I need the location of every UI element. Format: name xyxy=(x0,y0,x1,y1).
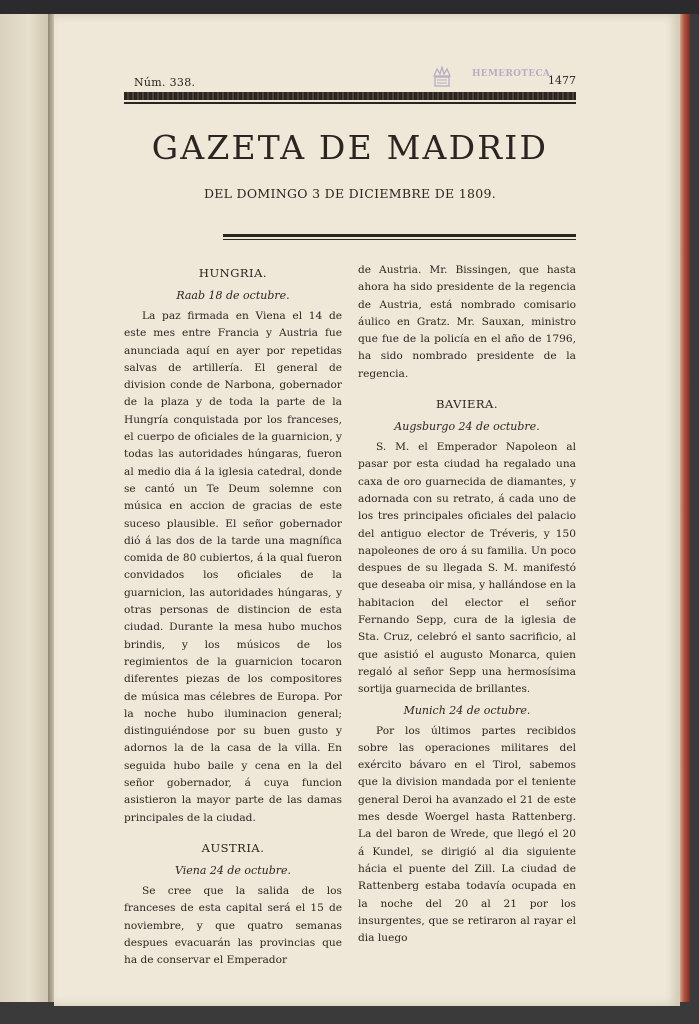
dateline-augsburgo: Augsburgo 24 de octubre. xyxy=(394,420,540,434)
left-facing-page xyxy=(0,14,49,1002)
dateline-raab: Raab 18 de octubre. xyxy=(176,289,290,302)
page-number: 1477 xyxy=(548,74,576,87)
issue-number: Núm. 338. xyxy=(134,76,196,89)
article-austria-continued: de Austria. Mr. Bissingen, que hasta ahora ha sido presidente de la regencia de Austria, está nombrado comisario áulico en Gratz. Mr. Sauxan, ministro que fue de la policía en el año de 1796, ha sido nombrado presidente de la regencia. xyxy=(358,264,576,380)
issue-date: DEL DOMINGO 3 DE DICIEMBRE DE 1809. xyxy=(203,186,497,201)
section-heading-baviera: BAVIERA. xyxy=(435,397,499,412)
page-edge-binding xyxy=(680,14,690,1006)
crown-icon xyxy=(432,66,452,88)
section-heading-austria: AUSTRIA. xyxy=(201,840,265,855)
header-rule-thick xyxy=(124,92,576,100)
article-munich: Por los últimos partes recibidos sobre las operaciones militares del exército bávaro en el Tirol, sabemos que la division mandada por el teniente general Deroi ha avanzado el 21 de este mes desde Woergel hasta Rattenberg. La del baron de Wrede, que llegó el 20 á Kundel, se dirigió al dia siguiente hácia el puente del Zill. La ciudad de Rattenberg estaba todavía ocupada en la noche del 20 al 21 por los insurgentes, que se retiraron al rayar el dia luego xyxy=(358,724,576,945)
article-austria: Se cree que la salida de los franceses de esta capital será el 15 de noviembre, y que quatro semanas despues evacuarán las provincias que ha de conservar el Emperador xyxy=(124,884,342,967)
viewer-top-bar xyxy=(0,0,699,14)
article-augsburgo: S. M. el Emperador Napoleon al pasar por esta ciudad ha regalado una caxa de oro guarnecida de diamantes, y adornada con su retrato, á cada uno de los tres principales oficiales del palacio del antiguo elector de Tréveris, y 150 napoleones de oro á su familia. Un poco despues de su llegada S. M. manifestó que deseaba oir misa, y hallándose en la habitacion del elector el señor Fernando Sepp, cura de la iglesia de Sta. Cruz, celebró el santo sacrificio, al que asistió el augusto Monarca, quien regaló al señor Sepp una hermosísima sortija guarnecida de brillantes. xyxy=(358,441,576,696)
header-rule-thin xyxy=(124,102,576,104)
dateline-viena: Viena 24 de octubre. xyxy=(174,863,292,877)
left-column xyxy=(124,262,342,969)
article-hungria: La paz firmada en Viena el 14 de este mes entre Francia y Austria fue anunciada aquí en ayer por repetidas salvas de artillería. El general de division conde de Narbona, gobernador de la plaza y de toda la parte de la Hungría conquistada por los franceses, el cuerpo de oficiales de la guarnicion, y todas las autoridades húngaras, fueron al medio dia á la iglesia catedral, donde se cantó un Te Deum solemne con música en accion de gracias de este suceso plausible. El señor gobernador dió á las dos de la tarde una magnífica comida de 80 cubiertos, á la qual fueron convidados los oficiales de la guarnicion, las autoridades húngaras, y otras personas de distincion de esta ciudad. Durante la mesa hubo muchos brindis, y los músicos de los regimientos de la guarnicion tocaron diferentes piezas de los compositores de música mas célebres de Europa. Por la noche hubo iluminacion general; distinguiéndose por su buen gusto y adornos la de la casa de la villa. En seguida hubo baile y cena en la del señor gobernador, á cuya funcion asistieron la mayor parte de las damas principales de la ciudad. xyxy=(124,310,342,824)
date-rule-thin xyxy=(223,239,576,240)
date-rule xyxy=(223,234,576,237)
right-column xyxy=(358,262,576,947)
dateline-munich: Munich 24 de octubre. xyxy=(403,703,531,717)
masthead-title: GAZETA DE MADRID xyxy=(151,128,549,167)
stamp-text: HEMEROTECA xyxy=(472,69,551,79)
section-heading-hungria: HUNGRIA. xyxy=(198,266,268,280)
